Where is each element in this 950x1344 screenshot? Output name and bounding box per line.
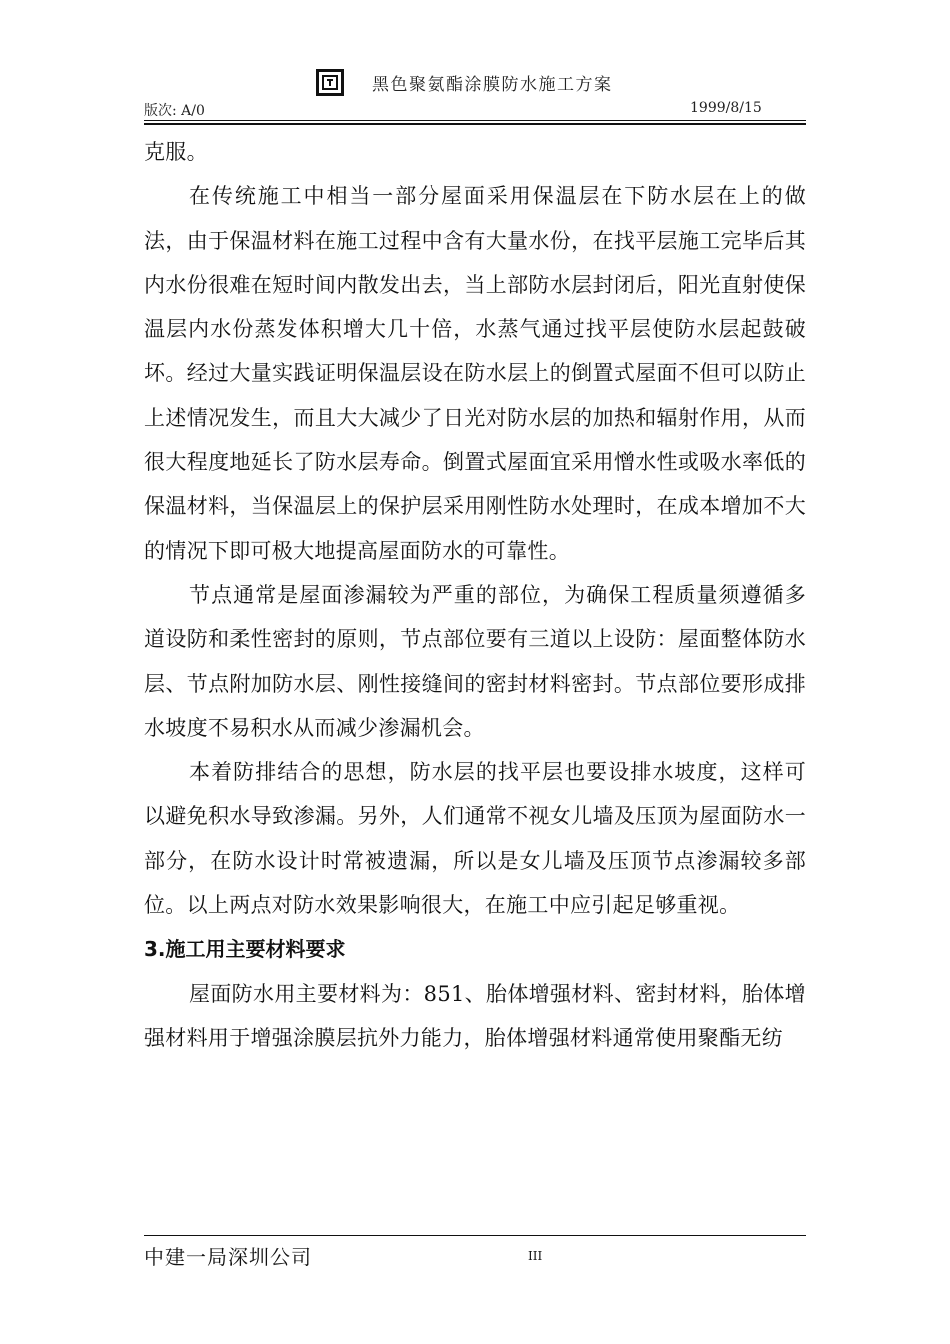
cscec-logo-icon [316,69,344,96]
header-rule [144,120,806,121]
page-body [144,130,806,1060]
paragraph-continuation: 克服。 [144,140,208,164]
document-date: 1999/8/15 [690,100,762,116]
footer-company: 中建一局深圳公司 [144,1245,312,1269]
page-number: III [528,1249,543,1263]
section-heading: 3.施工用主要材料要求 [144,937,346,962]
paragraph-drainage: 本着防排结合的思想，防水层的找平层也要设排水坡度，这样可以避免积水导致渗漏。另外，人们通常不视女儿墙及压顶为屋面防水一部分，在防水设计时常被遗漏，所以是女儿墙及压顶节点渗漏较多部位。以上两点对防水效果影响很大，在施工中应引起足够重视。 [144,760,806,918]
paragraph-joint-nodes: 节点通常是屋面渗漏较为严重的部位，为确保工程质量须遵循多道设防和柔性密封的原则，节点部位要有三道以上设防：屋面整体防水层、节点附加防水层、刚性接缝间的密封材料密封。节点部位要形成排水坡度不易积水从而减少渗漏机会。 [144,582,806,740]
document-title: 黑色聚氨酯涂膜防水施工方案 [372,75,613,95]
footer-rule [144,1235,806,1236]
paragraph-inverted-roof: 在传统施工中相当一部分屋面采用保温层在下防水层在上的做法，由于保温材料在施工过程中含有大量水份，在找平层施工完毕后其内水份很难在短时间内散发出去，当上部防水层封闭后，阳光直射使保温层内水份蒸发体积增大几十倍，水蒸气通过找平层使防水层起鼓破坏。经过大量实践证明保温层设在防水层上的倒置式屋面不但可以防止上述情况发生，而且大大减少了日光对防水层的加热和辐射作用，从而很大程度地延长了防水层寿命。倒置式屋面宜采用憎水性或吸水率低的保温材料，当保温层上的保护层采用刚性防水处理时，在成本增加不大的情况下即可极大地提高屋面防水的可靠性。 [144,184,806,563]
version-label: 版次: A/0 [144,103,205,119]
header-rule-thick [144,123,806,125]
paragraph-materials: 屋面防水用主要材料为：851、胎体增强材料、密封材料，胎体增强材料用于增强涂膜层抗外力能力，胎体增强材料通常使用聚酯无纺 [144,981,806,1050]
